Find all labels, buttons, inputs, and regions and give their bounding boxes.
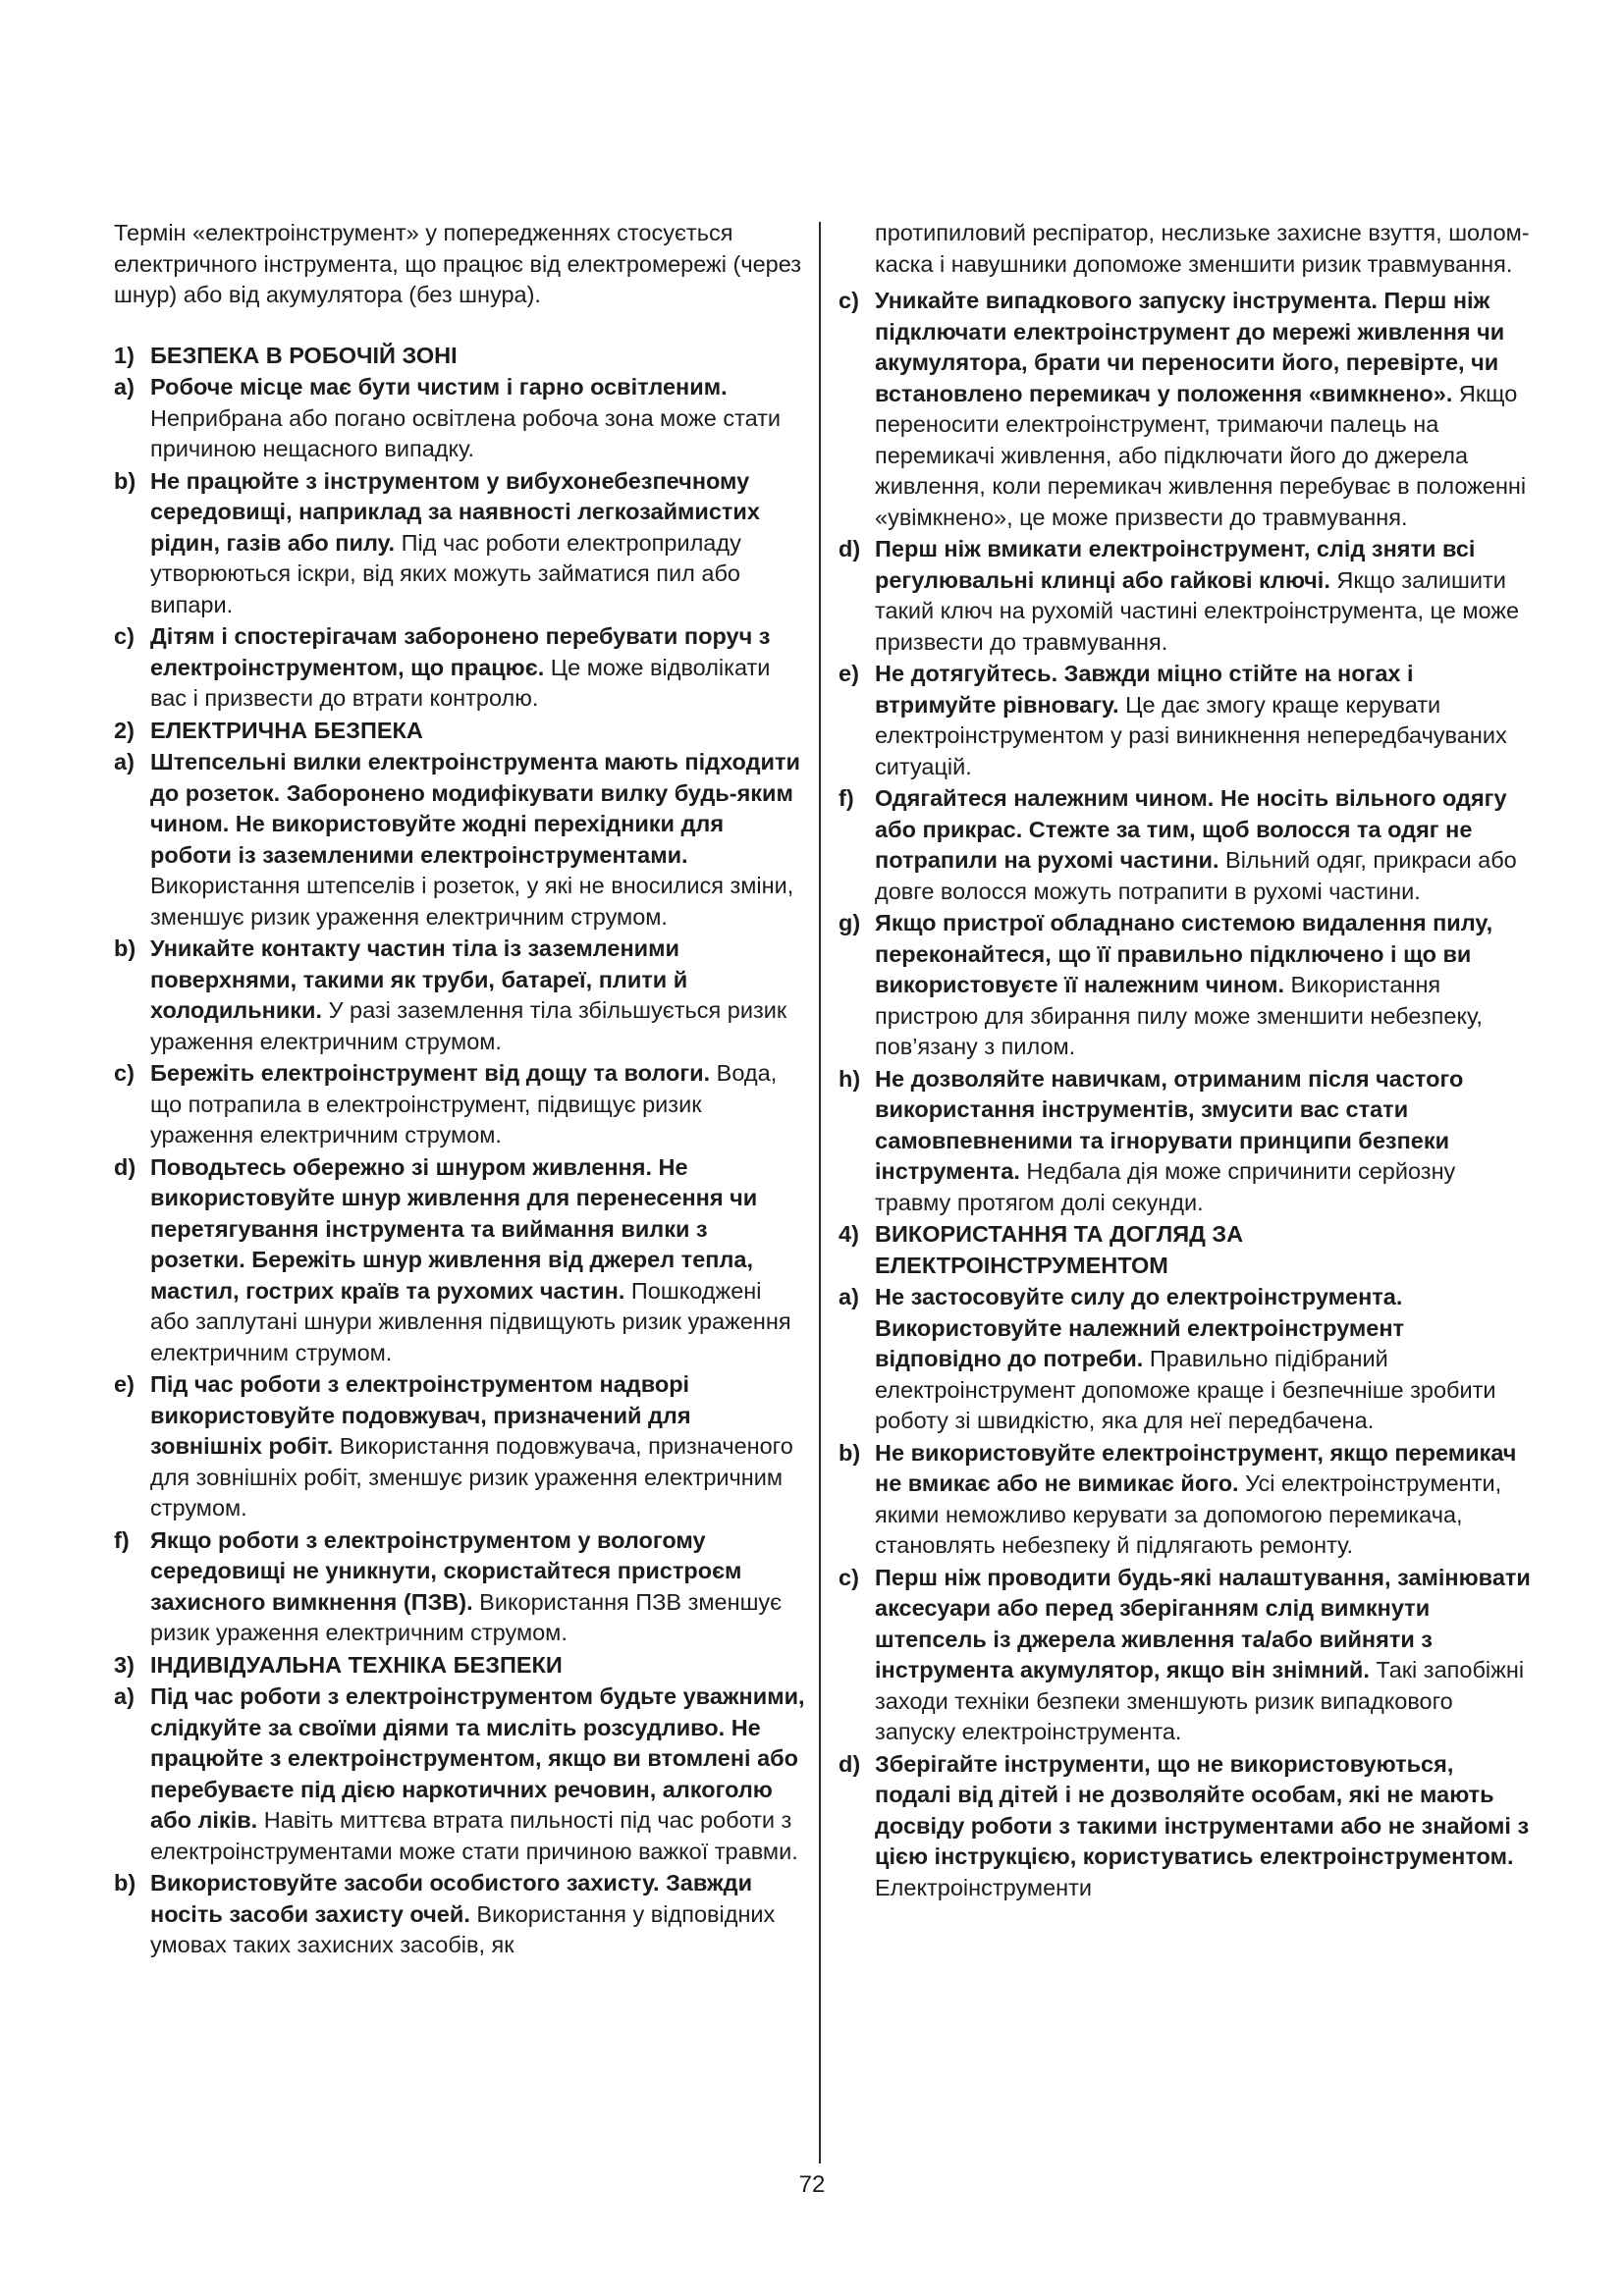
- item-text: Це може відволікати вас і призвести до втрати контролю.: [150, 654, 771, 711]
- item-bold-text: Штепсельні вилки електроінструмента мають підходити до розеток. Заборонено модифікувати вилку будь-яким чином. Не використовуйте жодні перехідники для роботи із заземленими електроінструментами.: [150, 749, 800, 868]
- item-bold-text: Використовуйте засоби особистого захисту. Завжди носіть засоби захисту очей.: [150, 1870, 753, 1927]
- item-text: Такі запобіжні заходи техніки безпеки зменшують ризик випадкового запуску електроінструмента.: [875, 1657, 1525, 1744]
- item-label: b): [114, 935, 136, 961]
- list-item: [839, 1282, 1531, 1437]
- item-text: Це дає змогу краще керувати електроінструментом у разі виникнення непередбачуваних ситуацій.: [875, 691, 1507, 779]
- item-bold-text: Якщо пристрої обладнано системою видалення пилу, переконайтеся, що її правильно підключено і що ви використовуєте її належним чином.: [875, 910, 1493, 997]
- item-text: Електроінструменти: [875, 1874, 1093, 1900]
- section-number: 3): [114, 1651, 135, 1678]
- intro-paragraph: Термін «електроінструмент» у попередженнях стосується електричного інструмента, що працює від електромережі (через шнур) або від акумулятора (без шнура).: [114, 220, 802, 307]
- page-number: 72: [798, 2171, 826, 2198]
- item-label: a): [114, 1683, 135, 1709]
- list-item: [114, 1868, 806, 1961]
- item-text: У разі заземлення тіла збільшується ризик ураження електричним струмом.: [150, 997, 787, 1054]
- item-label: d): [839, 536, 861, 561]
- item-text: Усі електроінструменти, якими неможливо керувати за допомогою перемикача, становлять небезпеку й підлягають ремонту.: [875, 1470, 1502, 1558]
- section-title: ЕЛЕКТРИЧНА БЕЗПЕКА: [150, 717, 423, 743]
- item-bold-text: Поводьтесь обережно зі шнуром живлення. Не використовуйте шнур живлення для перенесення чи перетягування інструмента та виймання вилки з розетки. Бережіть шнур живлення від джерел тепла, мастил, гострих країв та рухомих частин.: [150, 1153, 758, 1304]
- section-heading: [114, 341, 806, 372]
- item-bold-text: Не дотягуйтесь. Завжди міцно стійте на ногах і втримуйте рівновагу.: [875, 661, 1414, 718]
- section-number: 1): [114, 342, 135, 368]
- item-bold-text: Уникайте випадкового запуску інструмента. Перш ніж підключати електроінструмент до мережі живлення чи акумулятора, брати чи переносити його, перевірте, чи встановлено перемикач у положення «вимкнено».: [875, 288, 1505, 406]
- list-item: [839, 286, 1531, 533]
- list-item: [839, 1563, 1531, 1748]
- item-text: Використання штепселів і розеток, у які не вносилися зміни, зменшує ризик ураження електричним струмом.: [150, 873, 794, 930]
- item-label: a): [839, 1284, 859, 1309]
- list-item: [114, 621, 806, 715]
- item-text: Під час роботи електроприладу утворюються іскри, від яких можуть займатися пил або випари.: [150, 529, 741, 617]
- item-label: c): [114, 623, 135, 649]
- list-item: [114, 1058, 806, 1151]
- list-item: [839, 1749, 1531, 1904]
- item-text: Використання ПЗВ зменшує ризик ураження електричним струмом.: [150, 1588, 783, 1645]
- item-label: e): [114, 1371, 135, 1397]
- item-text: Вільний одяг, прикраси або довге волосся можуть потрапити в рухомі частини.: [875, 847, 1517, 904]
- item-text: Використання у відповідних умовах таких захисних засобів, як: [150, 1900, 776, 1957]
- item-text: Вода, що потрапила в електроінструмент, підвищує ризик ураження електричним струмом.: [150, 1060, 778, 1148]
- item-bold-text: Уникайте контакту частин тіла із заземленими поверхнями, такими як труби, батареї, плити й холодильники.: [150, 935, 688, 1023]
- item-text: Навіть миттєва втрата пильності під час роботи з електроінструментами може стати причиною важкої травми.: [150, 1807, 798, 1864]
- item-text: Якщо переносити електроінструмент, тримаючи палець на перемикачі живлення, або підключати його до джерела живлення, коли перемикач живлення перебуває в положенні «увімкнено», це може призвести до травмування.: [875, 380, 1527, 530]
- item-bold-text: Не застосовуйте силу до електроінструмента. Використовуйте належний електроінструмент відповідно до потреби.: [875, 1284, 1405, 1371]
- item-label: b): [114, 467, 136, 494]
- item-label: f): [839, 785, 854, 811]
- item-label: a): [114, 749, 135, 774]
- item-bold-text: Робоче місце має бути чистим і гарно освітленим.: [150, 374, 728, 400]
- continuation-text: протипиловий респіратор, неслизьке захисне взуття, шолом-каска і навушники допоможе зменшити ризик травмування.: [875, 220, 1530, 277]
- section-title: ІНДИВІДУАЛЬНА ТЕХНІКА БЕЗПЕКИ: [150, 1651, 563, 1678]
- item-bold-text: Під час роботи з електроінструментом надворі використовуйте подовжувач, призначений для зовнішніх робіт.: [150, 1371, 691, 1459]
- list-item: [839, 783, 1531, 907]
- right-column: [839, 218, 1531, 1904]
- item-bold-text: Не працюйте з інструментом у вибухонебезпечному середовищі, наприклад за наявності легкозаймистих рідин, газів або пилу.: [150, 467, 760, 556]
- item-text: Якщо залишити такий ключ на рухомій частині електроінструмента, це може призвести до травмування.: [875, 566, 1520, 655]
- item-text: Неприбрана або погано освітлена робоча зона може стати причиною нещасного випадку.: [150, 404, 782, 461]
- item-bold-text: Перш ніж вмикати електроінструмент, слід зняти всі регулювальні клинці або гайкові ключі.: [875, 536, 1476, 593]
- list-item: [839, 908, 1531, 1063]
- list-item: [114, 1682, 806, 1867]
- list-item: [839, 1438, 1531, 1562]
- item-bold-text: Якщо роботи з електроінструментом у вологому середовищі не уникнути, скористайтеся пристроєм захисного вимкнення (ПЗВ).: [150, 1526, 742, 1615]
- section-heading: [114, 1650, 806, 1682]
- list-item: [114, 747, 806, 933]
- column-divider: [819, 222, 821, 2163]
- item-bold-text: Перш ніж проводити будь-які налаштування, замінювати аксесуари або перед зберіганням слід вимкнути штепсель із джерела живлення та/або вийняти з інструмента акумулятор, якщо він знімний.: [875, 1564, 1531, 1682]
- item-bold-text: Не використовуйте електроінструмент, якщо перемикач не вмикає або не вимикає його.: [875, 1439, 1517, 1496]
- section-title: ВИКОРИСТАННЯ ТА ДОГЛЯД ЗА ЕЛЕКТРОІНСТРУМЕНТОМ: [875, 1221, 1244, 1278]
- section-number: 4): [839, 1221, 859, 1247]
- list-item: [114, 1152, 806, 1369]
- section-heading: [114, 716, 806, 747]
- item-text: Використання пристрою для збирання пилу може зменшити небезпеку, пов’язану з пилом.: [875, 972, 1483, 1059]
- item-bold-text: Під час роботи з електроінструментом будьте уважними, слідкуйте за своїми діями та мисліть розсудливо. Не працюйте з електроінструментом, якщо ви втомлені або перебуваєте під дією наркотичних речовин, алкоголю або ліків.: [150, 1683, 805, 1833]
- item-label: g): [839, 910, 861, 935]
- item-label: c): [839, 1564, 859, 1590]
- list-item: [114, 372, 806, 465]
- item-text: Недбала дія може спричинити серйозну травму протягом долі секунди.: [875, 1158, 1456, 1215]
- list-item: [839, 534, 1531, 658]
- item-label: f): [114, 1526, 130, 1553]
- list-item: [114, 466, 806, 621]
- item-label: c): [114, 1060, 135, 1086]
- item-text: Використання подовжувача, призначеного для зовнішніх робіт, зменшує ризик ураження електричним струмом.: [150, 1433, 793, 1521]
- item-bold-text: Дітям і спостерігачам заборонено перебувати поруч з електроінструментом, що працює.: [150, 623, 771, 680]
- list-item: [114, 1525, 806, 1649]
- item-bold-text: Бережіть електроінструмент від дощу та вологи.: [150, 1060, 711, 1086]
- left-column: [114, 218, 806, 1962]
- item-text: Правильно підібраний електроінструмент допоможе краще і безпечніше зробити роботу зі швидкістю, яка для неї передбачена.: [875, 1346, 1496, 1433]
- item-label: a): [114, 374, 135, 400]
- item-label: d): [839, 1750, 861, 1777]
- item-bold-text: Зберігайте інструменти, що не використовуються, подалі від дітей і не дозволяйте особам, які не мають досвіду роботи з такими інструментами або не знайомі з цією інструкцією, користуватись електроінструментом.: [875, 1750, 1530, 1869]
- item-bold-text: Одягайтеся належним чином. Не носіть вільного одягу або прикрас. Стежте за тим, щоб волосся та одяг не потрапили на рухомі частини.: [875, 785, 1507, 873]
- section-title: БЕЗПЕКА В РОБОЧІЙ ЗОНІ: [150, 342, 458, 368]
- list-item: [839, 1064, 1531, 1219]
- list-item: [114, 1369, 806, 1524]
- list-item: [114, 934, 806, 1057]
- item-label: h): [839, 1065, 861, 1092]
- item-label: b): [114, 1870, 136, 1896]
- list-item: [839, 659, 1531, 782]
- item-label: c): [839, 288, 859, 313]
- section-number: 2): [114, 717, 135, 743]
- item-label: b): [839, 1439, 861, 1466]
- item-label: d): [114, 1153, 136, 1180]
- section-heading: [839, 1219, 1531, 1281]
- item-label: e): [839, 661, 859, 686]
- item-bold-text: Не дозволяйте навичкам, отриманим після частого використання інструментів, змусити вас стати самовпевненими та ігнорувати принципи безпеки інструмента.: [875, 1065, 1464, 1184]
- item-text: Пошкоджені або заплутані шнури живлення підвищують ризик ураження електричним струмом.: [150, 1277, 791, 1365]
